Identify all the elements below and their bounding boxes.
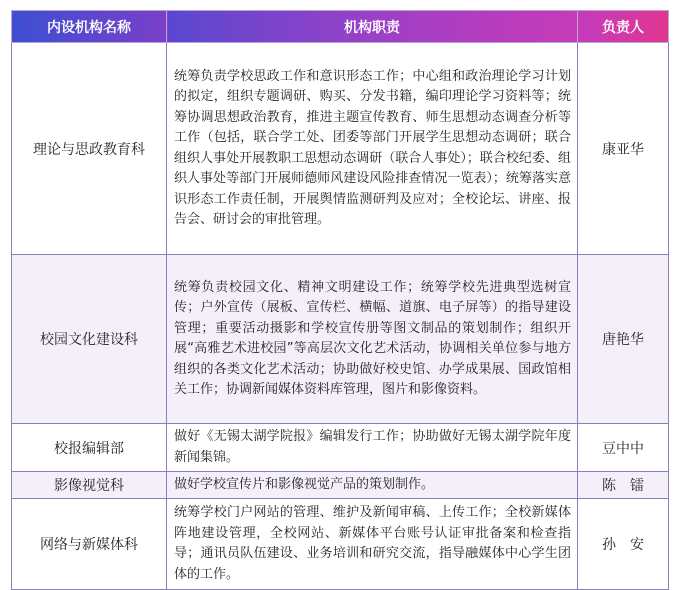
header-leader: 负责人 bbox=[578, 11, 669, 43]
department-duties: 统筹负责学校思政工作和意识形态工作；中心组和政治理论学习计划的拟定，组织专题调研、购买、分发书籍，编印理论学习资料等；统筹协调思想政治教育，推进主题宣传教育、师生思想动态调查分析等工作（包括，联合学工处、团委等部门开展学生思想动态调研；联合组织人事处开展教职工思想动态调研（联合人事处）；联合校纪委、组织人事处等部门开展师德师风建设风险排查情况一览表）；统筹落实意识形态工作责任制，开展舆情监测研判及应对；全校论坛、讲座、报告会、研讨会的审批管理。 bbox=[167, 43, 578, 255]
department-duties-table bbox=[11, 10, 669, 590]
department-name: 网络与新媒体科 bbox=[12, 499, 167, 590]
department-leader: 康亚华 bbox=[578, 43, 669, 255]
header-department: 内设机构名称 bbox=[12, 11, 167, 43]
header-duties: 机构职责 bbox=[167, 11, 578, 43]
department-duties: 做好《无锡太湖学院报》编辑发行工作；协助做好无锡太湖学院年度新闻集锦。 bbox=[167, 424, 578, 472]
department-duties: 统筹负责校园文化、精神文明建设工作；统筹学校先进典型选树宣传；户外宣传（展板、宣传栏、横幅、道旗、电子屏等）的指导建设管理；重要活动摄影和学校宣传册等图文制品的策划制作；组织开展“高雅艺术进校园”等高层次文化艺术活动，协调相关单位参与地方组织的各类文化艺术活动；协助做好校史馆、办学成果展、国政馆相关工作；协调新闻媒体资料库管理，图片和影像资料。 bbox=[167, 255, 578, 424]
department-name: 影像视觉科 bbox=[12, 472, 167, 499]
department-leader: 豆中中 bbox=[578, 424, 669, 472]
table-row bbox=[12, 43, 669, 255]
table-row bbox=[12, 472, 669, 499]
department-name: 校园文化建设科 bbox=[12, 255, 167, 424]
department-name: 校报编辑部 bbox=[12, 424, 167, 472]
header-row bbox=[12, 11, 669, 43]
table-row bbox=[12, 499, 669, 590]
department-leader: 孙 安 bbox=[578, 499, 669, 590]
table-row bbox=[12, 255, 669, 424]
department-duties: 统筹学校门户网站的管理、维护及新闻审稿、上传工作；全校新媒体阵地建设管理，全校网站、新媒体平台账号认证审批备案和检查指导；通讯员队伍建设、业务培训和研究交流，指导融媒体中心学生团体的工作。 bbox=[167, 499, 578, 590]
department-name: 理论与思政教育科 bbox=[12, 43, 167, 255]
table-row bbox=[12, 424, 669, 472]
department-leader: 陈 镭 bbox=[578, 472, 669, 499]
department-duties: 做好学校宣传片和影像视觉产品的策划制作。 bbox=[167, 472, 578, 499]
department-leader: 唐艳华 bbox=[578, 255, 669, 424]
